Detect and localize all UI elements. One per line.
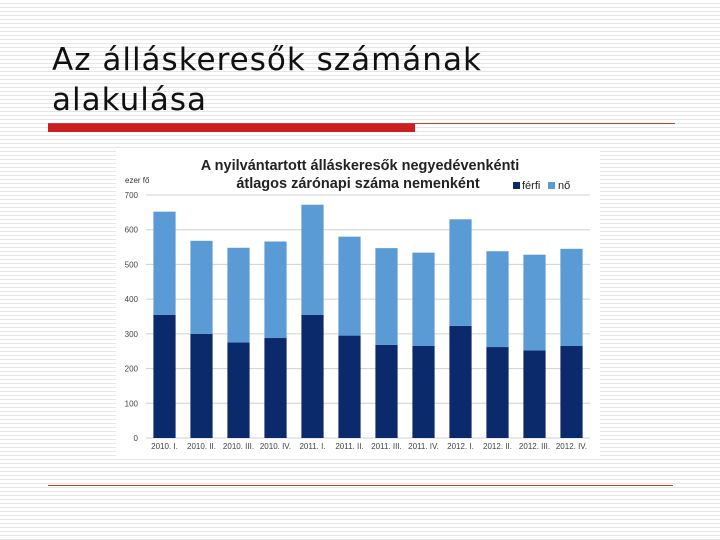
y-tick-label: 300 bbox=[124, 329, 138, 339]
bar-ferfi bbox=[227, 343, 249, 438]
x-tick-label: 2012. II. bbox=[483, 442, 512, 451]
legend-label-ferfi: férfi bbox=[522, 180, 541, 192]
bar-ferfi bbox=[375, 345, 397, 438]
x-tick-label: 2010. III. bbox=[222, 442, 255, 451]
bar-ferfi bbox=[449, 326, 471, 438]
y-axis-label: ezer fő bbox=[125, 176, 150, 185]
bar-no bbox=[190, 241, 212, 334]
bar-ferfi bbox=[264, 338, 286, 438]
bar-no bbox=[227, 248, 249, 343]
x-tick-label: 2010. IV. bbox=[259, 442, 292, 451]
bar-no bbox=[375, 248, 397, 345]
bar-ferfi bbox=[486, 347, 508, 438]
bar-no bbox=[301, 205, 323, 315]
chart-title-line-2: átlagos zárónapi száma nemenként bbox=[236, 176, 480, 192]
x-tick-label: 2011. II. bbox=[335, 442, 364, 451]
bar-no bbox=[338, 237, 360, 336]
x-tick-label: 2011. I. bbox=[299, 442, 326, 451]
bar-ferfi bbox=[523, 351, 545, 438]
x-tick-label: 2011. III. bbox=[371, 442, 402, 451]
stacked-bar-chart bbox=[116, 150, 600, 458]
bar-ferfi bbox=[338, 336, 360, 438]
y-tick-label: 700 bbox=[124, 191, 138, 200]
y-tick-label: 100 bbox=[124, 399, 138, 409]
slide-title-line-2: alakulása bbox=[52, 82, 208, 118]
slide-title-line-1: Az álláskeresők számának bbox=[52, 42, 482, 78]
bar-no bbox=[412, 253, 434, 346]
bar-no bbox=[486, 251, 508, 347]
bar-no bbox=[153, 212, 175, 315]
bar-no bbox=[523, 255, 545, 351]
bar-ferfi bbox=[301, 315, 323, 438]
bottom-rule bbox=[48, 485, 673, 486]
bar-no bbox=[449, 219, 471, 326]
x-tick-label: 2010. II. bbox=[187, 442, 216, 451]
bar-ferfi bbox=[412, 346, 434, 438]
legend-swatch-ferfi bbox=[513, 182, 520, 189]
chart-panel bbox=[116, 150, 600, 458]
y-tick-label: 0 bbox=[133, 434, 138, 443]
bar-ferfi bbox=[190, 334, 212, 438]
bar-ferfi bbox=[560, 346, 582, 438]
y-tick-label: 200 bbox=[124, 364, 138, 374]
x-tick-label: 2012. IV. bbox=[555, 442, 588, 451]
x-tick-label: 2011. IV. bbox=[408, 442, 439, 451]
legend-swatch-no bbox=[548, 182, 555, 189]
chart-title-line-1: A nyilvántartott álláskeresők negyedévenkénti bbox=[200, 158, 520, 174]
legend-label-no: nő bbox=[558, 180, 571, 192]
legend bbox=[513, 180, 570, 192]
bar-ferfi bbox=[153, 315, 175, 438]
title-underline-red-bar bbox=[48, 124, 415, 132]
y-tick-label: 600 bbox=[124, 225, 138, 235]
bar-no bbox=[264, 242, 286, 339]
x-tick-label: 2012. I. bbox=[447, 442, 474, 451]
x-tick-label: 2012. III. bbox=[518, 442, 551, 451]
y-tick-label: 400 bbox=[124, 295, 138, 305]
x-tick-label: 2010. I. bbox=[151, 442, 178, 451]
bar-no bbox=[560, 249, 582, 346]
y-tick-label: 500 bbox=[124, 260, 138, 270]
slide-title bbox=[52, 40, 612, 120]
